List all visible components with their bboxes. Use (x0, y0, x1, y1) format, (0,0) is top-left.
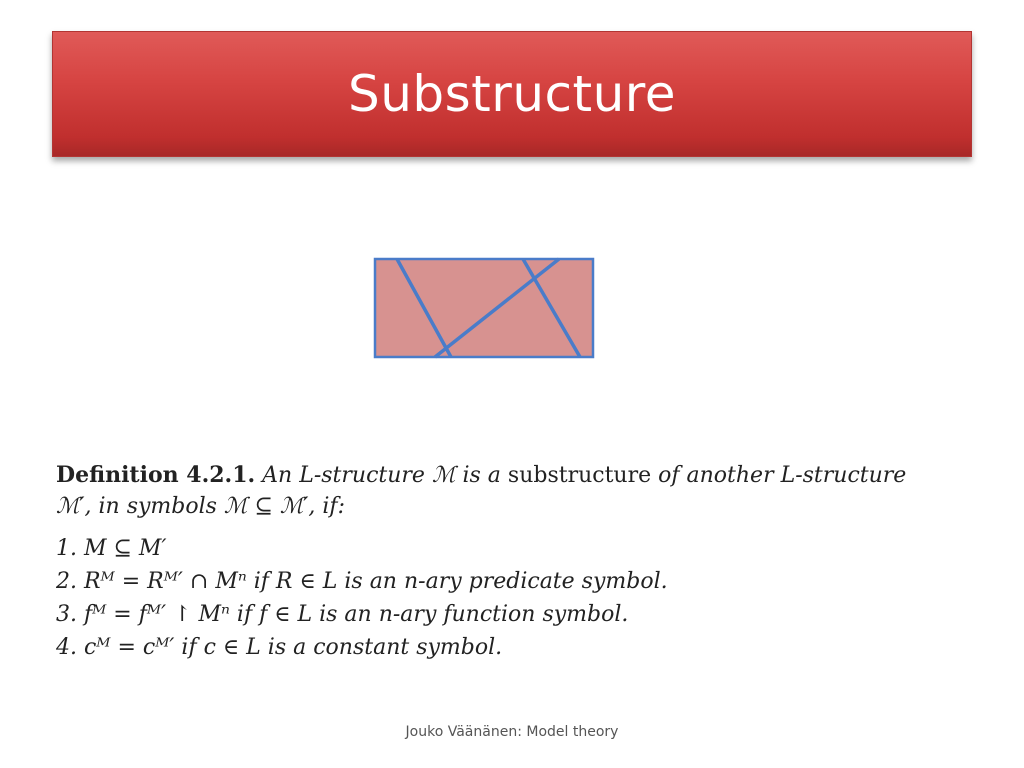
condition-item-2: 2. Rᴹ = Rᴹ′ ∩ Mⁿ if R ∈ L is an n-ary predicate symbol. (56, 569, 668, 594)
condition-item-1: 1. M ⊆ M′ (56, 536, 167, 561)
definition-text-a: An L-structure ℳ is a (262, 463, 501, 488)
title-banner (52, 31, 972, 157)
condition-item-3: 3. fᴹ = fᴹ′ ↾ Mⁿ if f ∈ L is an n-ary function symbol. (56, 602, 629, 627)
definition-line-2: ℳ′, in symbols ℳ ⊆ ℳ′, if: (56, 494, 345, 519)
definition-block (56, 460, 981, 664)
slide-footer: Jouko Väänänen: Model theory (405, 724, 619, 740)
structure-rectangle (375, 259, 593, 357)
substructure-diagram (373, 257, 597, 361)
definition-text-c: of another L-structure (658, 463, 907, 488)
slide-title: Substructure (347, 65, 677, 123)
definition-term: substructure (507, 463, 652, 488)
condition-list (56, 532, 981, 664)
definition-heading: Definition 4.2.1. (56, 462, 256, 488)
condition-item-4: 4. cᴹ = cᴹ′ if c ∈ L is a constant symbol. (56, 635, 503, 660)
definition-line-1 (56, 460, 981, 491)
